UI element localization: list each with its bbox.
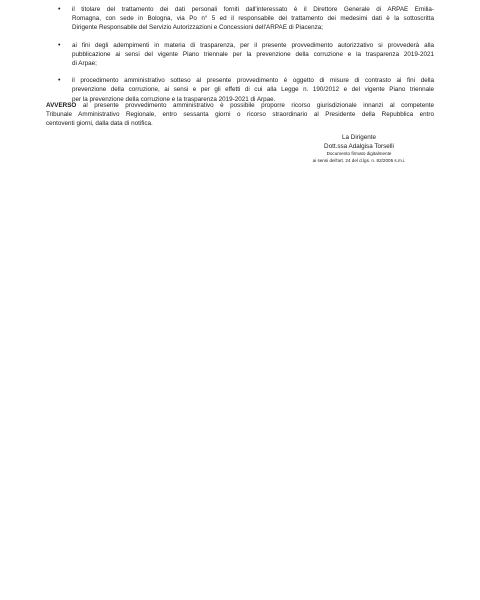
avverso-line: Tribunale Amministrativo Regionale, entro sessanta giorni o ricorso straordinario al Presidente della Repubblica entro	[46, 111, 434, 119]
text-line: prevenzione della corruzione, ai sensi e per gli effetti di cui alla Legge n. 190/2012 e del vigente Piano triennale	[72, 86, 434, 94]
avverso-line1-text: al presente provvedimento amministrativo è possibile proporre ricorso giurisdizionale innanzi al competente	[76, 102, 434, 109]
avverso-line	[46, 101, 434, 110]
list-item	[58, 41, 434, 69]
text-line: Dirigente Responsabile del Servizio Autorizzazioni e Concessioni dell'ARPAE di Piacenza;	[72, 24, 323, 32]
list-item	[58, 5, 434, 33]
avverso-line: centoventi giorni, dalla data di notifica.	[46, 120, 153, 128]
signature-name: Dott.ssa Adalgisa Torselli	[324, 143, 394, 151]
avverso-lead: AVVERSO	[46, 102, 77, 109]
text-line: ai fini degli adempimenti in materia di trasparenza, per il presente provvedimento autorizzativo si provvederà alla	[72, 41, 434, 49]
list-item	[58, 76, 434, 104]
text-line: il procedimento amministrativo sotteso al presente provvedimento è oggetto di misure di contrasto ai fini della	[72, 77, 434, 85]
text-line: di Arpae;	[72, 60, 97, 68]
signature-block	[296, 133, 422, 165]
signature-title: La Dirigente	[342, 134, 376, 141]
signature-note: Documento firmato digitalmente	[326, 151, 392, 157]
text-line: pubblicazione ai sensi del vigente Piano triennale per la prevenzione della corruzione e la trasparenza 2019-2021	[72, 50, 434, 58]
avverso-paragraph	[46, 101, 434, 129]
text-line: per la prevenzione della corruzione e la trasparenza 2019-2021 di Arpae.	[72, 95, 276, 103]
bullet-mark: •	[58, 77, 61, 85]
text-line: il titolare del trattamento dei dati personali forniti dall'interessato è il Direttore Generale di ARPAE Emilia-	[72, 6, 434, 13]
text-line: Romagna, con sede in Bologna, via Po n° 5 ed il responsabile del trattamento dei medesimi dati è la sottoscritta	[72, 15, 434, 23]
bullet-mark: •	[58, 41, 61, 49]
bullet-mark: •	[58, 6, 61, 13]
signature-legal-note: ai sensi dell'art. 24 del d.lgs. n. 82/2005 s.m.i.	[312, 158, 406, 163]
bullet-list	[58, 5, 434, 112]
